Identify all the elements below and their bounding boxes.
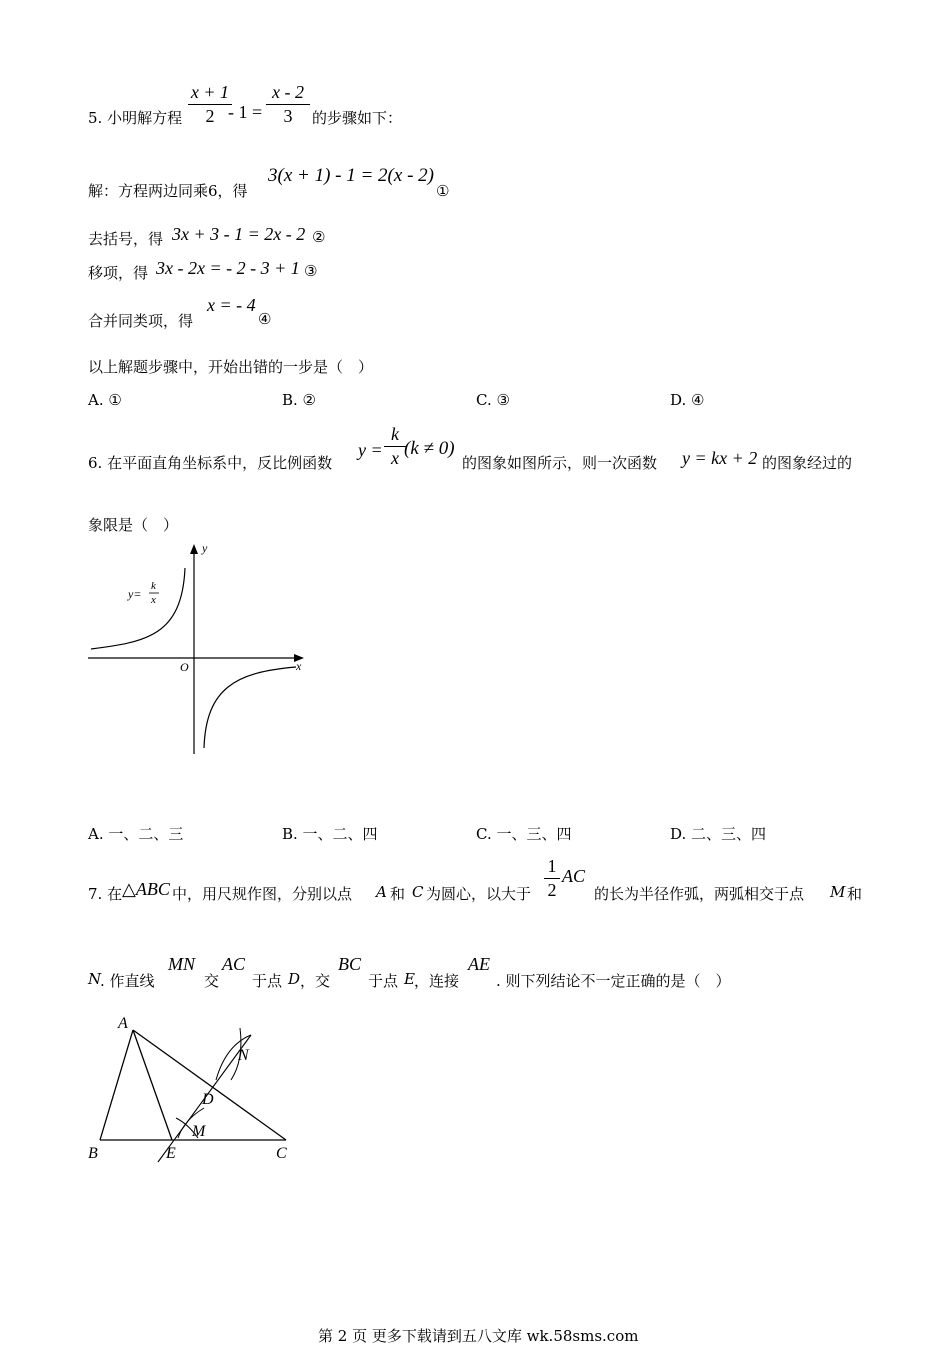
- q5-step3-mark: ③: [304, 262, 318, 280]
- q7-ac: AC: [222, 954, 246, 974]
- q5-option-a[interactable]: A. ①: [88, 391, 122, 409]
- q6-func-label-y: y=: [128, 587, 142, 601]
- q7-label-d: D: [202, 1091, 214, 1108]
- q7-bc: BC: [338, 954, 362, 974]
- q7-point-d: D: [288, 970, 301, 988]
- q5-frac1-numerator: x + 1: [190, 82, 230, 102]
- q7-point-m: M: [830, 883, 846, 901]
- q6-func-label-k: k: [151, 580, 156, 592]
- q7-and: 和: [390, 885, 406, 903]
- q5-step2-math: 3x + 3 - 1 = 2x - 2: [172, 224, 306, 244]
- q6-y-label: y: [202, 541, 208, 555]
- q5-option-c[interactable]: C. ③: [476, 391, 510, 409]
- q5-fraction-1: [188, 82, 232, 127]
- q7-label-m: M: [192, 1123, 206, 1140]
- q5-step1-math: 3(x + 1) - 1 = 2(x - 2): [268, 165, 434, 186]
- q7-label-a: A: [118, 1015, 128, 1032]
- q7-half-denominator: 2: [547, 880, 557, 900]
- q7-label-n: N: [238, 1047, 249, 1064]
- q7-half-numerator: 1: [547, 856, 557, 876]
- q5-frac1-denominator: 2: [205, 106, 215, 126]
- q6-option-d[interactable]: D. 二、三、四: [670, 825, 767, 843]
- q7-label-e: E: [166, 1145, 176, 1162]
- q7-segment-ac: [133, 1030, 286, 1140]
- q5-frac2-numerator: x - 2: [272, 82, 304, 102]
- q5-option-b[interactable]: B. ②: [282, 391, 317, 409]
- q5-step1-text: 解：方程两边同乘6，得: [88, 182, 248, 200]
- q7-triangle: △ABC: [122, 879, 170, 899]
- q5-step4-math: x = - 4: [207, 295, 256, 315]
- q6-y-arrow: [190, 544, 198, 554]
- q7-line1-a: 7. 在: [88, 885, 123, 903]
- q6-line2: 象限是（ ）: [88, 516, 179, 534]
- q7-line2-c: ，交: [300, 972, 331, 990]
- q7-construction-figure: [86, 1010, 306, 1170]
- q7-line1-d: 的长为半径作弧，两弧相交于点: [594, 885, 805, 903]
- q7-segment-ae: [133, 1030, 172, 1140]
- q5-intro: [88, 107, 182, 128]
- q7-half-fraction: [544, 856, 560, 901]
- q5-step3-text: 移项，得: [88, 264, 149, 282]
- q7-jiao: 交: [204, 972, 220, 990]
- q5-frac2-denominator: 3: [283, 106, 293, 126]
- q6-x-label: x: [296, 659, 302, 673]
- q6-line1-c: 的图象经过的: [762, 454, 853, 472]
- q5-step4-text: 合并同类项，得: [88, 312, 194, 330]
- q6-func-fraction: [384, 424, 406, 469]
- q6-linear-function: y = kx + 2: [682, 448, 758, 468]
- q6-line1-a: 6. 在平面直角坐标系中，反比例函数: [88, 454, 333, 472]
- q7-line1-b: 中，用尺规作图，分别以点: [172, 885, 353, 903]
- q5-step2-text: 去括号，得: [88, 230, 164, 248]
- q5-question: 以上解题步骤中，开始出错的一步是（ ）: [88, 358, 374, 376]
- q5-step4-mark: ④: [258, 310, 272, 328]
- q6-func-label-x: x: [151, 594, 156, 606]
- q6-option-a[interactable]: A. 一、二、三: [88, 825, 184, 843]
- q5-outro: 的步骤如下：: [312, 109, 403, 127]
- q6-origin-label: O: [180, 660, 189, 674]
- q7-line2-a: . 作直线: [100, 972, 155, 990]
- q6-option-b[interactable]: B. 一、二、四: [282, 825, 378, 843]
- q6-line1-b: 的图象如图所示，则一次函数: [462, 454, 658, 472]
- q6-hyperbola-graph: [86, 538, 310, 760]
- q7-line1-c: 为圆心，以大于: [426, 885, 532, 903]
- q5-intro-text: 小明解方程: [107, 109, 183, 127]
- q7-point-a: A: [376, 883, 387, 901]
- q7-point-n: N: [88, 970, 102, 988]
- q6-curve-quadrant-2: [91, 568, 185, 649]
- q7-line2-d: 于点: [368, 972, 399, 990]
- q6-option-c[interactable]: C. 一、三、四: [476, 825, 572, 843]
- q5-fraction-2: [266, 82, 310, 127]
- q7-line1-e: 和: [847, 885, 863, 903]
- q5-option-d[interactable]: D. ④: [670, 391, 705, 409]
- q7-half-ac: AC: [562, 866, 586, 886]
- q7-line2-e: ，连接: [414, 972, 460, 990]
- q6-func-condition: (k ≠ 0): [404, 438, 455, 459]
- q6-curve-quadrant-4: [204, 667, 296, 748]
- q5-minus-one: - 1 =: [228, 102, 263, 122]
- q7-label-b: B: [88, 1145, 98, 1162]
- q7-mn: MN: [168, 954, 195, 974]
- q5-step2-mark: ②: [312, 228, 326, 246]
- q7-line2-f: . 则下列结论不一定正确的是（ ）: [496, 972, 731, 990]
- page-footer: 第 2 页 更多下载请到五八文库 wk.58sms.com: [318, 1327, 639, 1345]
- q7-line2-b: 于点: [252, 972, 283, 990]
- q5-step3-math: 3x - 2x = - 2 - 3 + 1: [156, 258, 300, 278]
- q6-func-y: y =: [358, 440, 383, 460]
- q7-label-c: C: [276, 1145, 287, 1162]
- q7-ae: AE: [468, 954, 490, 974]
- q5-step1-mark: ①: [436, 182, 450, 200]
- q6-func-denominator: x: [391, 448, 399, 468]
- q7-segment-ab: [100, 1030, 133, 1140]
- q5-number: 5.: [88, 109, 103, 127]
- q6-func-numerator: k: [391, 424, 399, 444]
- q7-point-c: C: [412, 883, 424, 901]
- q7-point-e: E: [404, 970, 415, 988]
